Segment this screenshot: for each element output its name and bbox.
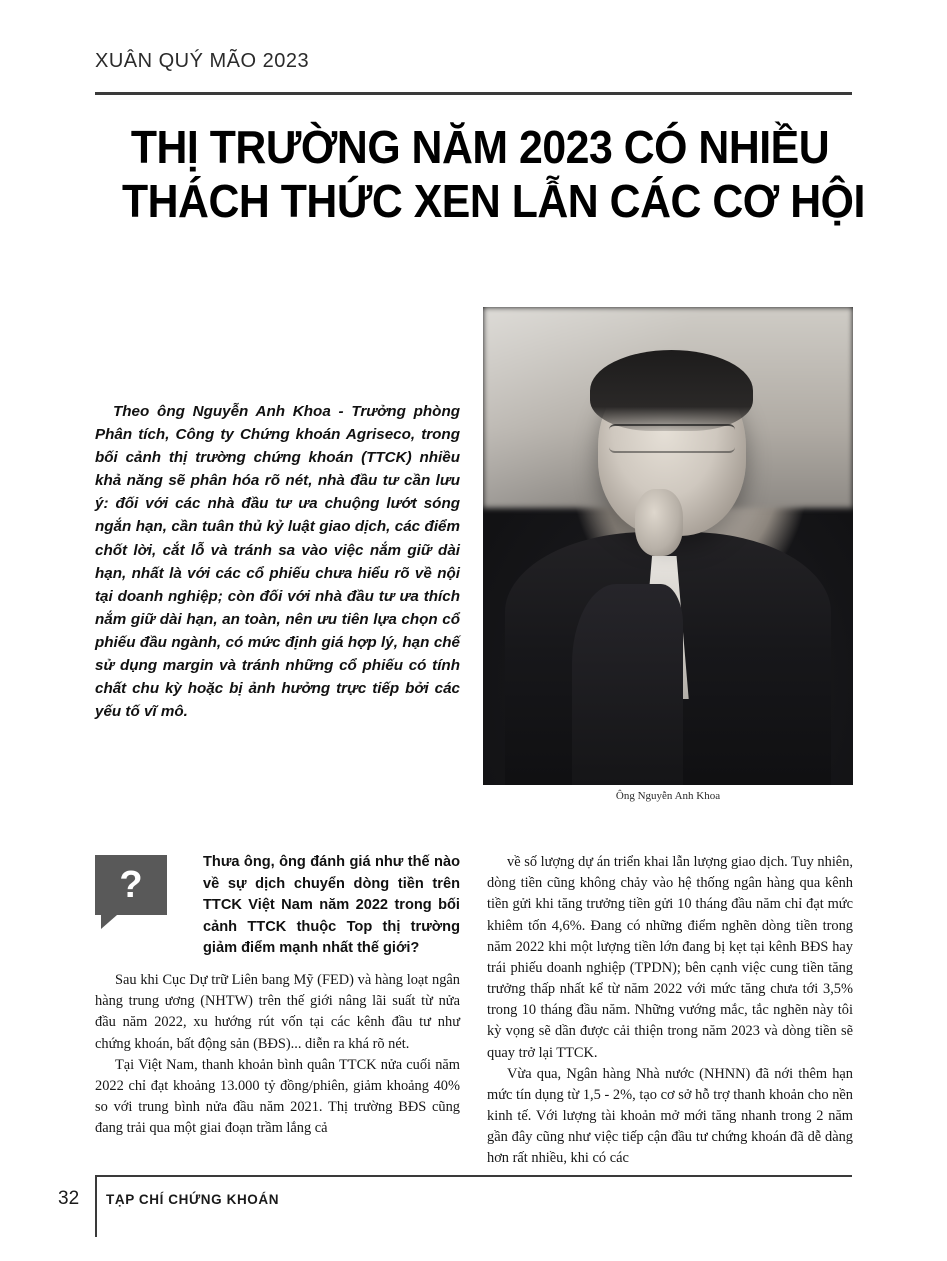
headline-line-2: THÁCH THỨC XEN LẪN CÁC CƠ HỘI xyxy=(121,175,865,228)
lead-paragraph: Theo ông Nguyễn Anh Khoa - Trưởng phòng Phân tích, Công ty Chứng khoán Agriseco, trong bối cảnh thị trường chứng khoán (TTCK) nhiều khả năng sẽ phân hóa rõ nét, nhà đầu tư cần lưu ý: đối với các nhà đầu tư ưa chuộng lướt sóng ngắn hạn, cần tuân thủ kỷ luật giao dịch, các điểm chốt lời, cắt lỗ và tránh sa vào việc nắm giữ dài hạn, nhất là với các cổ phiếu chưa hiểu rõ về nội tại doanh nghiệp; còn đối với nhà đầu tư ưa thích nắm giữ dài hạn, an toàn, nên ưu tiên lựa chọn cổ phiếu đầu ngành, có mức định giá hợp lý, hạn chế sử dụng margin và tránh những cổ phiếu có tính chất chu kỳ hoặc bị ảnh hưởng trực tiếp bởi các yếu tố vĩ mô. xyxy=(95,403,460,721)
footer-brand: TẠP CHÍ CHỨNG KHOÁN xyxy=(106,1192,280,1207)
page-number: 32 xyxy=(58,1188,80,1209)
photo-arm xyxy=(572,584,683,785)
portrait-image xyxy=(483,307,853,785)
paragraph: Tại Việt Nam, thanh khoản bình quân TTCK nửa cuối năm 2022 chỉ đạt khoảng 13.000 tỷ đồng/phiên, giảm khoảng 40% so với trung bình nửa đầu năm 2021. Thị trường BĐS cũng đang trải qua một giai đoạn trầm lắng cả xyxy=(95,1056,460,1137)
body-column-left xyxy=(95,970,460,1139)
photo-caption: Ông Nguyễn Anh Khoa xyxy=(615,790,721,802)
footer-vertical-rule xyxy=(95,1175,97,1237)
issue-kicker: XUÂN QUÝ MÃO 2023 xyxy=(95,50,310,72)
photo-glasses xyxy=(609,424,735,453)
question-mark-icon xyxy=(95,855,167,921)
headline-line-1: THỊ TRƯỜNG NĂM 2023 CÓ NHIỀU xyxy=(130,121,830,173)
interview-question: Thưa ông, ông đánh giá như thế nào về sự dịch chuyển dòng tiền trên TTCK Việt Nam năm 2022 trong bối cảnh TTCK thuộc Top thị trường giảm điểm mạnh nhất thế giới? xyxy=(203,854,460,957)
portrait-photo xyxy=(483,307,853,785)
page-title xyxy=(95,120,865,229)
photo-hand xyxy=(635,489,683,556)
footer-divider xyxy=(95,1175,852,1177)
speech-bubble-tail xyxy=(101,915,117,929)
body-column-right xyxy=(487,852,853,1170)
header-divider xyxy=(95,92,852,95)
photo-hair xyxy=(590,350,753,431)
question-glyph: ? xyxy=(119,864,143,906)
paragraph: về số lượng dự án triển khai lẫn lượng giao dịch. Tuy nhiên, dòng tiền cũng không chảy vào hệ thống ngân hàng qua kênh tiền gửi khi tăng trưởng tiền gửi 10 tháng đầu năm chỉ đạt mức khiêm tốn 4,6%. Đang có những điểm nghẽn dòng tiền trong năm 2022 khi một lượng tiền lớn đang bị kẹt tại kênh BĐS hay trái phiếu doanh nghiệp (TPDN); bên cạnh việc cung tiền tăng trưởng thấp nhất kể từ năm 2022 với mức tăng chưa tới 3,5% trong 10 tháng đầu năm. Những vướng mắc, tắc nghẽn này tôi kỳ vọng sẽ dần được cải thiện trong năm 2023 và dòng tiền sẽ quay trở lại TTCK. xyxy=(487,854,853,1061)
paragraph: Sau khi Cục Dự trữ Liên bang Mỹ (FED) và hàng loạt ngân hàng trung ương (NHTW) trên thế giới nâng lãi suất từ nửa đầu năm 2022, xu hướng rút vốn tại các kênh đầu tư như chứng khoán, bất động sản (BĐS)... diễn ra khá rõ nét. xyxy=(95,972,460,1052)
paragraph: Vừa qua, Ngân hàng Nhà nước (NHNN) đã nới thêm hạn mức tín dụng từ 1,5 - 2%, tạo cơ sở hỗ trợ thanh khoản cho nền kinh tế. Với lượng tài khoản mở mới tăng nhanh trong 2 năm gần đây cũng như việc tiếp cận đầu tư chứng khoán đã dễ dàng hơn rất nhiều, khi có các xyxy=(487,1065,853,1167)
